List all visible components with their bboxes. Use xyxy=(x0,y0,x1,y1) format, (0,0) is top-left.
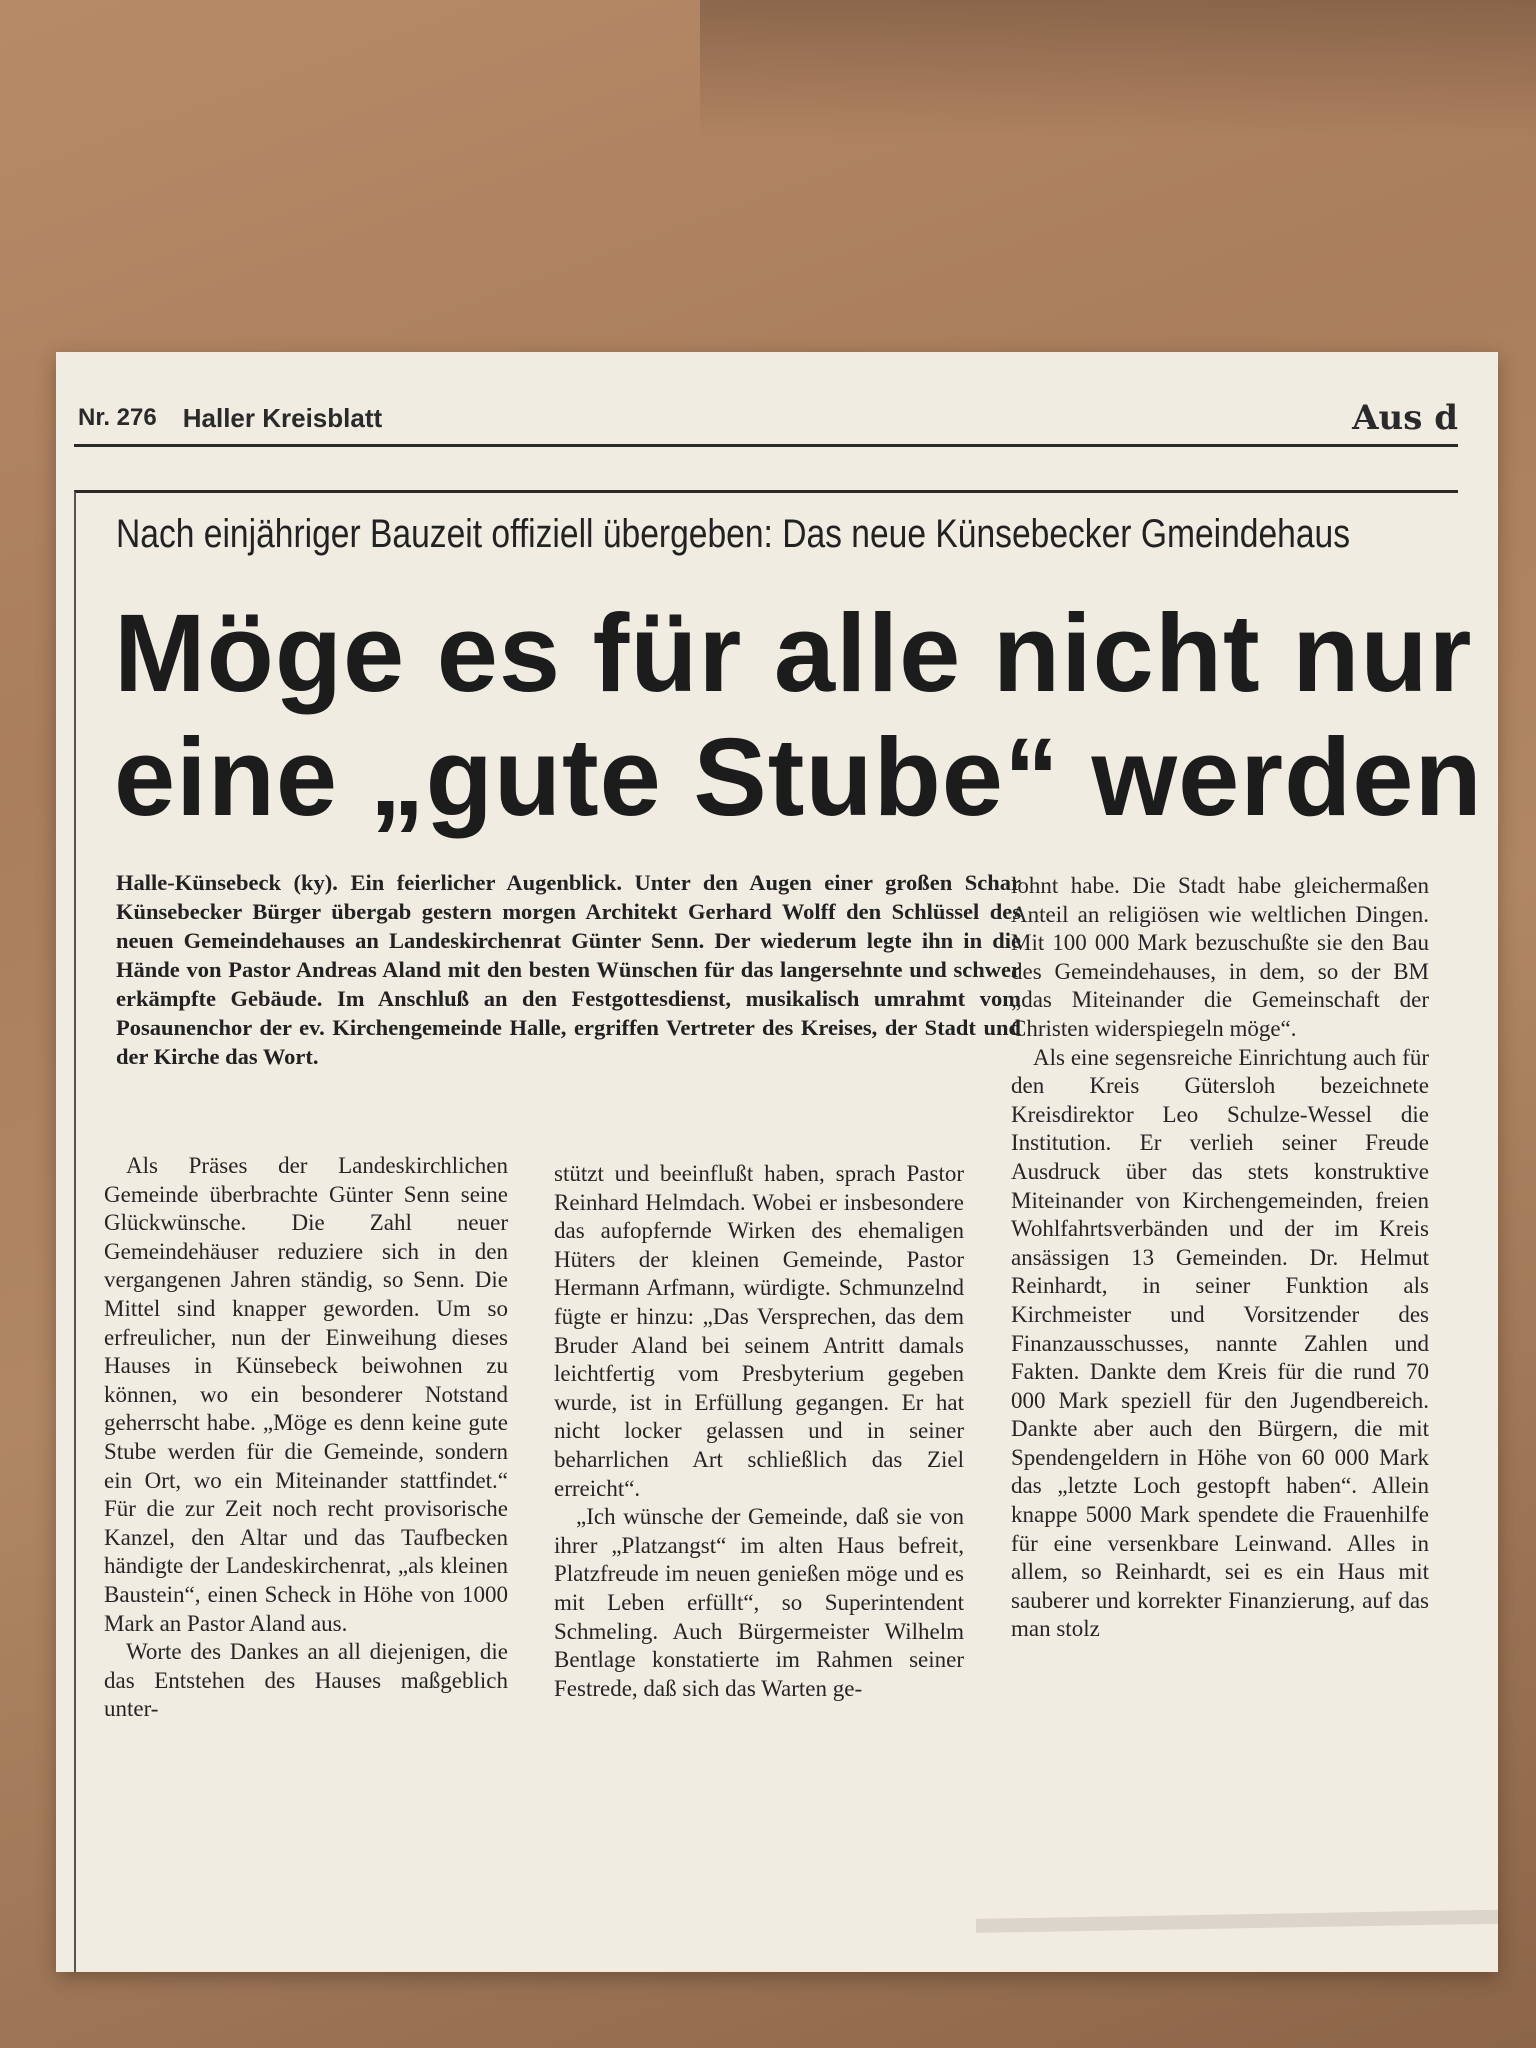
newspaper-clipping xyxy=(56,352,1498,1972)
paragraph: Als Präses der Landeskirchlichen Gemeinde überbrachte Günter Senn seine Glückwünsche. Die Zahl neuer Gemeindehäuser reduziere sich in den vergangenen Jahren ständig, so Senn. Die Mittel sind knapper geworden. Um so erfreulicher, nun der Einweihung dieses Hauses in Künsebeck beiwohnen zu können, wo ein besonderer Notstand geherrscht habe. „Möge es denn keine gute Stube werden für die Gemeinde, sondern ein Ort, wo ein Miteinander stattfindet.“ Für die zur Zeit noch recht provisorische Kanzel, den Altar und das Taufbecken händigte der Landeskirchenrat, „als kleinen Baustein“, einen Scheck in Höhe von 1000 Mark an Pastor Aland aus. xyxy=(104,1153,508,1636)
article-kicker: Nach einjähriger Bauzeit offiziell übergeben: Das neue Künsebecker Gmeindehaus xyxy=(116,512,1351,556)
text-column-3 xyxy=(1011,872,1429,1644)
paragraph: lohnt habe. Die Stadt habe gleichermaßen Anteil an religiösen wie weltlichen Dingen. Mit 100 000 Mark bezuschußte sie den Bau des Gemeindehauses, in dem, so der BM „das Miteinander die Gemeinschaft der Christen widerspiegeln möge“. xyxy=(1011,873,1429,1041)
headline-line-2: eine „gute Stube“ werden xyxy=(114,716,1483,839)
article-lead: Halle-Künsebeck (ky). Ein feierlicher Augenblick. Unter den Augen einer großen Schar Künsebecker Bürger übergab gestern morgen Architekt Gerhard Wolff den Schlüssel des neuen Gemeindehauses an Landeskirchenrat Günter Senn. Der wiederum legte ihn in die Hände von Pastor Andreas Aland mit den besten Wünschen für das langersehnte und schwer erkämpfte Gebäude. Im Anschluß an den Festgottesdienst, musikalisch umrahmt vom Posaunenchor der ev. Kirchengemeinde Halle, ergriffen Vertreter des Kreises, der Stadt und der Kirche das Wort. xyxy=(116,870,1021,1069)
paragraph: „Ich wünsche der Gemeinde, daß sie von ihrer „Platzangst“ im alten Haus befreit, Platzfreude im neuen genießen möge und es mit Leben erfüllt“, so Superintendent Schmeling. Auch Bürgermeister Wilhelm Bentlage konstatierte im Rahmen seiner Festrede, daß sich das Warten ge- xyxy=(554,1504,964,1701)
text-column-1 xyxy=(104,1152,508,1724)
background-shadow xyxy=(700,0,1536,140)
paragraph: Worte des Dankes an all diejenigen, die das Entstehen des Hauses maßgeblich unter- xyxy=(104,1639,508,1722)
newspaper-name: Haller Kreisblatt xyxy=(182,402,383,433)
text-column-2 xyxy=(554,1160,964,1703)
headline-line-1: Möge es für alle nicht nur xyxy=(114,592,1473,715)
section-flag: Aus d xyxy=(1352,398,1458,438)
paragraph: Als eine segensreiche Einrichtung auch für den Kreis Gütersloh bezeichnete Kreisdirektor Leo Schulze-Wessel die Institution. Er verlieh seiner Freude Ausdruck über das stets konstruktive Miteinander von Kirchengemeinden, freien Wohlfahrtsverbänden und der im Kreis ansässigen 13 Gemeinden. Dr. Helmut Reinhardt, in seiner Funktion als Kirchmeister und Vorsitzender des Finanzausschusses, nannte Zahlen und Fakten. Dankte dem Kreis für die rund 70 000 Mark speziell für den Jugendbereich. Dankte aber auch den Bürgern, die mit Spendengeldern in Höhe von 60 000 Mark das „letzte Loch gestopft haben“. Allein knappe 5000 Mark spendete die Frauenhilfe für eine versenkbare Leinwand. Alles in allem, so Reinhardt, sei es ein Haus mit sauberer und korrekter Finanzierung, auf das man stolz xyxy=(1011,1044,1429,1642)
issue-number: Nr. 276 xyxy=(78,404,157,431)
article-headline xyxy=(114,592,1483,840)
masthead xyxy=(78,400,1458,436)
paragraph: stützt und beeinflußt haben, sprach Pastor Reinhard Helmdach. Wobei er insbesondere das aufopfernde Wirken des ehemaligen Hüters der kleinen Gemeinde, Pastor Hermann Arfmann, würdigte. Schmunzelnd fügte er hinzu: „Das Versprechen, das dem Bruder Aland bei seinem Antritt damals leichtfertig vom Presbyterium gegeben wurde, ist in Erfüllung gegangen. Er hat nicht locker gelassen und in seiner beharrlichen Art schließlich das Ziel erreicht“. xyxy=(554,1161,964,1501)
masthead-rule xyxy=(74,444,1458,447)
